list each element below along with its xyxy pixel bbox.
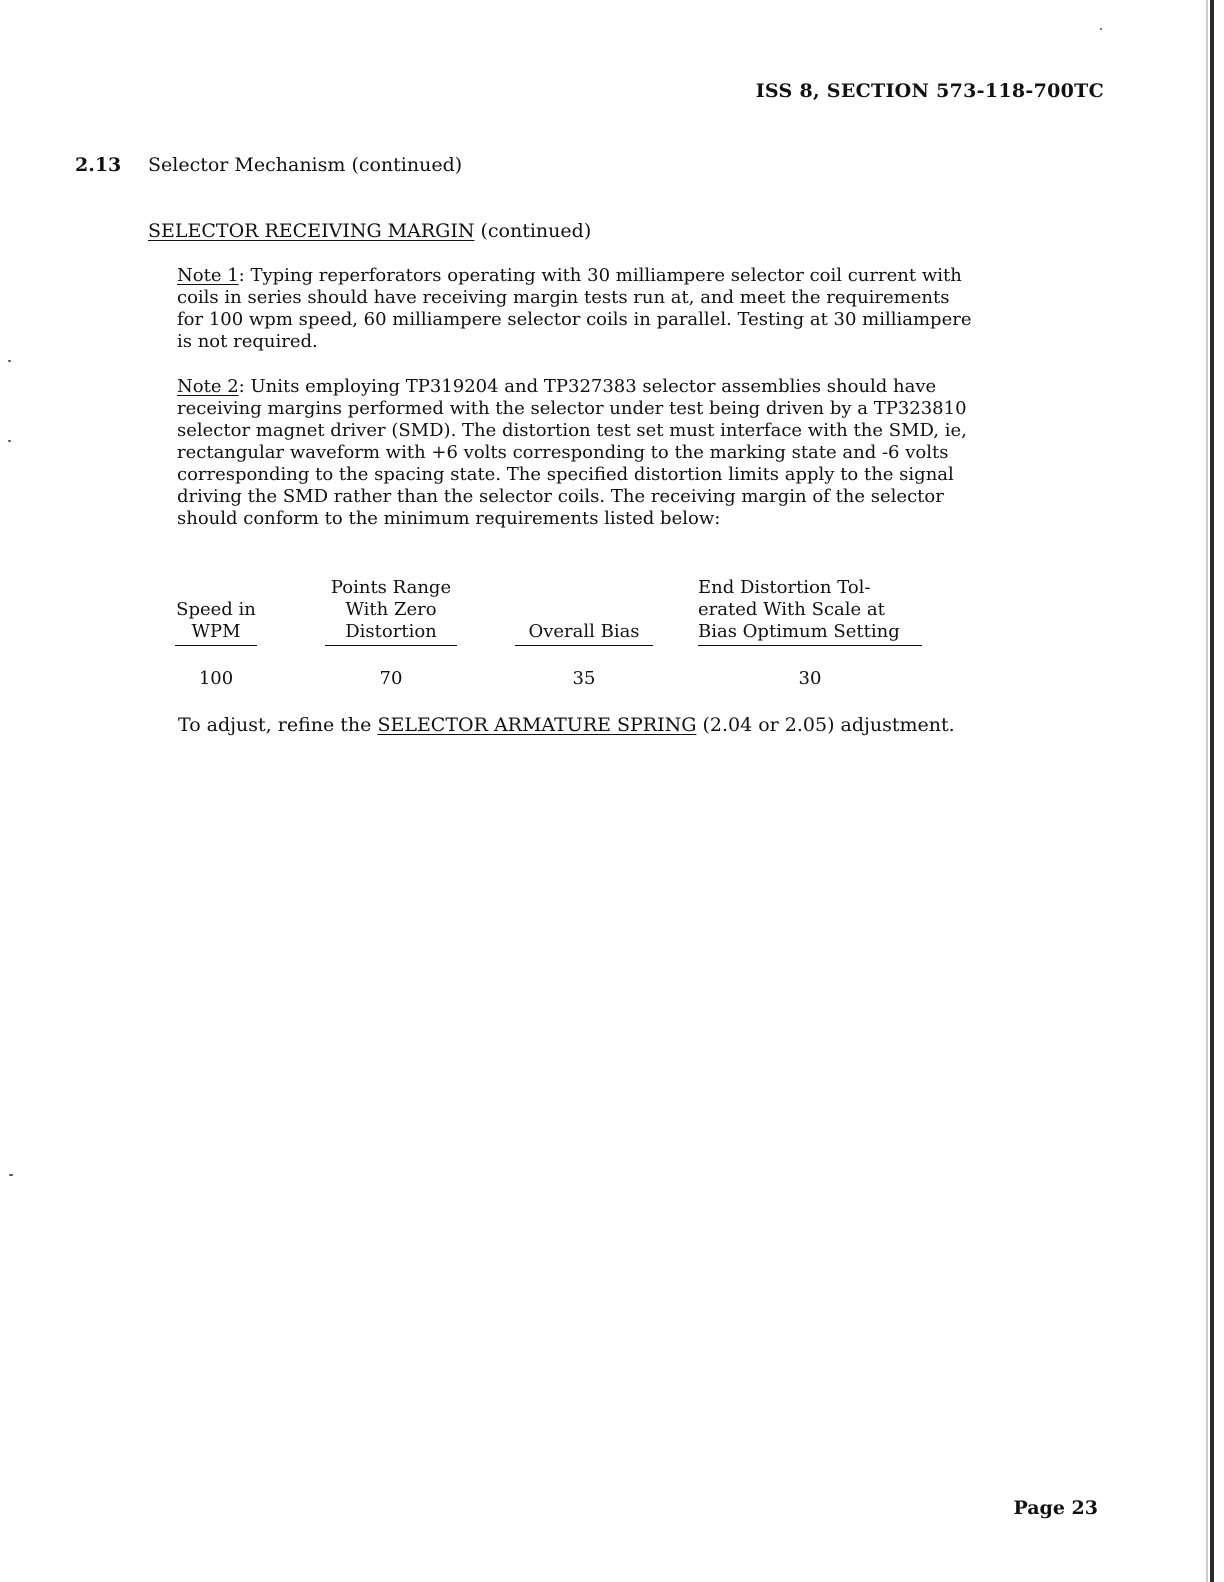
column-header-end-distortion — [698, 577, 922, 646]
header-line: Bias Optimum Setting — [698, 621, 900, 642]
subheading-suffix: (continued) — [474, 220, 592, 242]
section-number: 2.13 — [75, 154, 122, 176]
section-title: Selector Mechanism (continued) — [148, 154, 463, 176]
cell-speed: 100 — [198, 668, 234, 689]
document-header — [756, 80, 1104, 102]
header-line: Points Range — [330, 577, 452, 598]
scan-speck — [8, 440, 11, 442]
cell-end-distortion: 30 — [798, 668, 822, 689]
scan-speck — [1100, 28, 1102, 30]
column-header-speed — [175, 577, 257, 646]
header-line: Overall Bias — [528, 621, 640, 642]
section-id: ISS 8, SECTION 573-118-700TC — [755, 80, 1104, 102]
header-line: Speed in — [176, 599, 256, 620]
section-heading — [75, 154, 462, 176]
column-overall-bias — [515, 577, 653, 690]
scan-speck — [8, 360, 11, 362]
header-line: WPM — [191, 621, 241, 642]
adjust-instruction — [178, 714, 955, 736]
adjust-suffix: (2.04 or 2.05) adjustment. — [696, 714, 955, 736]
note-1-label: Note 1 — [177, 265, 239, 286]
adjust-prefix: To adjust, refine the — [178, 714, 378, 736]
page-edge-shadow — [1210, 0, 1214, 1582]
header-line: erated With Scale at — [698, 599, 885, 620]
cell-points-range: 70 — [379, 668, 403, 689]
header-line: Distortion — [345, 621, 437, 642]
note-2-label: Note 2 — [177, 376, 239, 397]
note-2-text: : Units employing TP319204 and TP327383 selector assemblies should have receiving margins performed with the selector under test being driven by a TP323810 selector magnet driver (SMD). The distortion test set must interface with the SMD, ie, rectangular waveform with +6 volts corresponding to the marking state and -6 volts corresponding to the spacing state. The specified distortion limits apply to the signal driving the SMD rather than the selector coils. The receiving margin of the selector should conform to the minimum requirements listed below: — [177, 376, 967, 529]
column-end-distortion — [698, 577, 922, 690]
subheading — [148, 220, 591, 242]
column-points-range — [325, 577, 457, 690]
column-header-points-range — [325, 577, 457, 646]
cell-overall-bias: 35 — [572, 668, 596, 689]
header-line: With Zero — [345, 599, 437, 620]
note-1-text: : Typing reperforators operating with 30 milliampere selector coil current with coils in series should have receiving margin tests run at, and meet the requirements for 100 wpm speed, 60 milliampere selector coils in parallel. Testing at 30 milliampere is not required. — [177, 265, 972, 352]
header-line: End Distortion Tol- — [698, 577, 871, 598]
note-1 — [177, 265, 977, 353]
column-header-overall-bias — [515, 577, 653, 646]
scan-speck — [9, 1174, 13, 1176]
page-number: Page 23 — [1013, 1497, 1098, 1519]
page-edge-shadow-soft — [1206, 0, 1208, 1582]
subheading-title: SELECTOR RECEIVING MARGIN — [148, 220, 475, 242]
column-speed — [175, 577, 257, 690]
note-2 — [177, 376, 977, 530]
adjustment-reference-link: SELECTOR ARMATURE SPRING — [377, 714, 697, 736]
